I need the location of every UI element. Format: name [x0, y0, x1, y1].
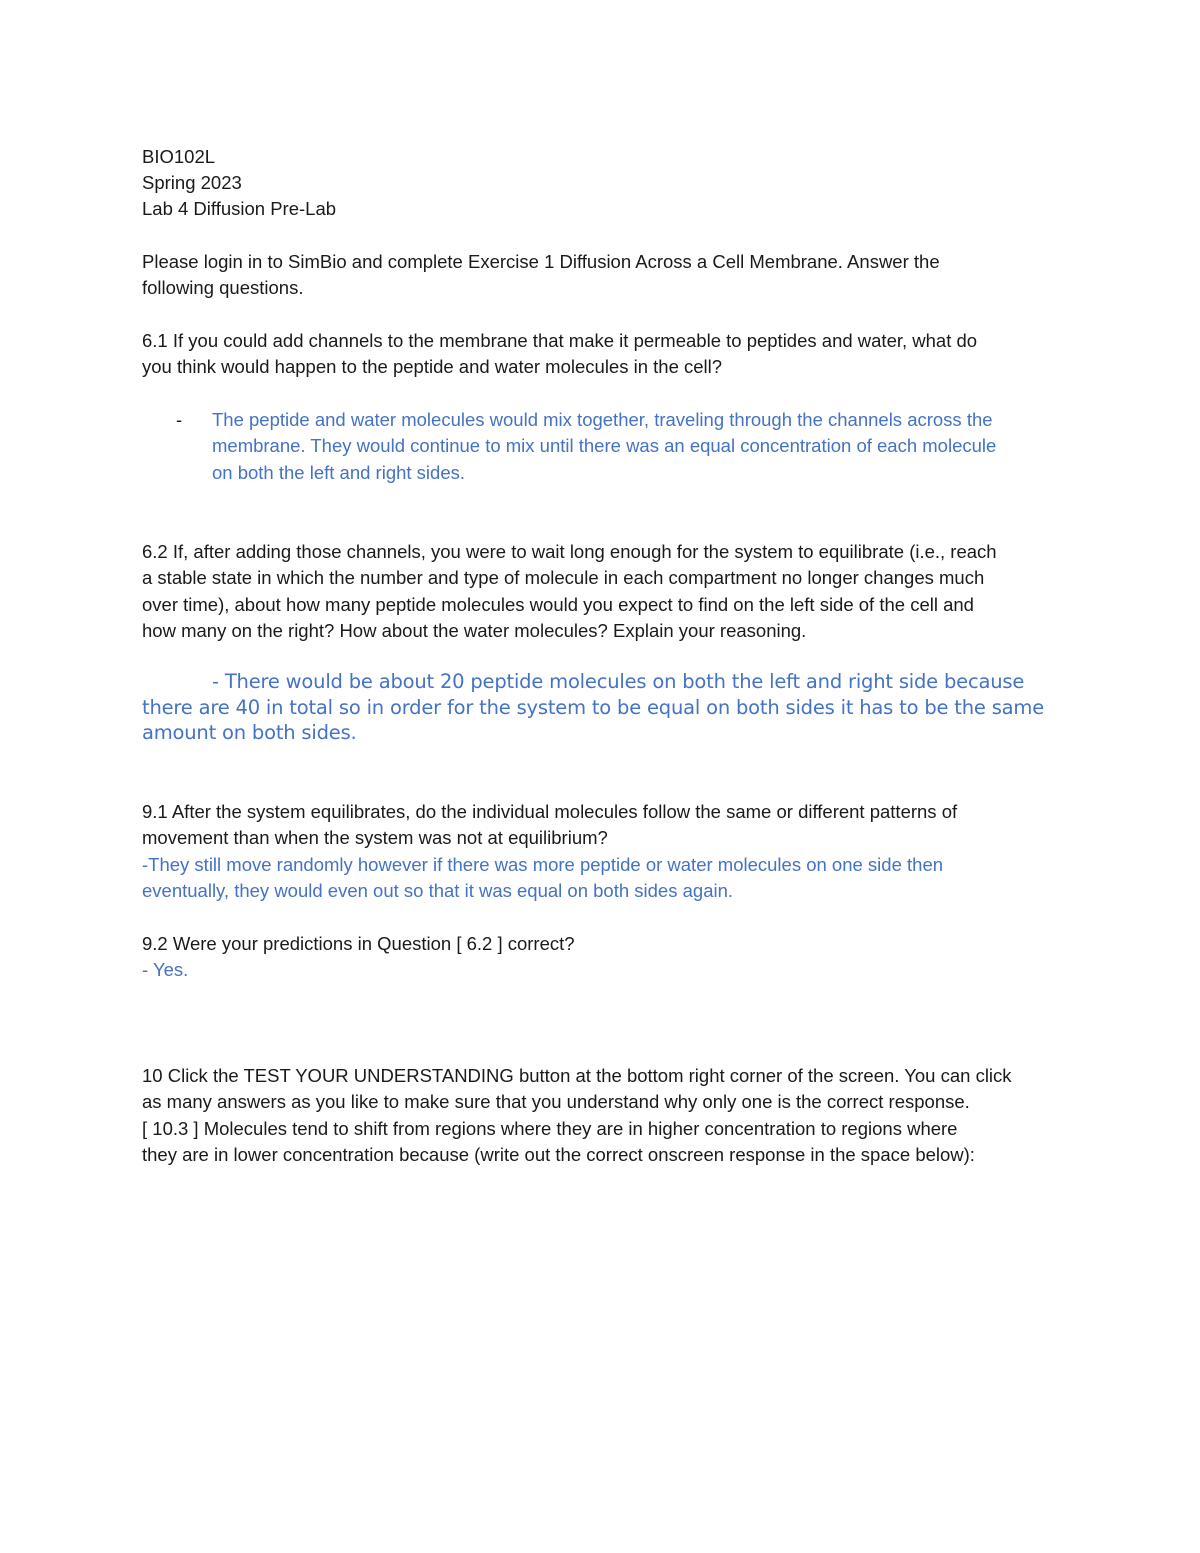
answer-6-2-line-1: - There would be about 20 peptide molecules on both the left and right side because	[212, 670, 1025, 693]
document-title: Lab 4 Diffusion Pre-Lab	[142, 198, 337, 219]
answer-6-2-line-3: amount on both sides.	[142, 721, 357, 744]
question-10-line-1: 10 Click the TEST YOUR UNDERSTANDING button at the bottom right corner of the screen. You can click	[142, 1065, 1012, 1086]
question-6-1-line-1: 6.1 If you could add channels to the membrane that make it permeable to peptides and water, what do	[142, 330, 978, 351]
question-6-2-line-2: a stable state in which the number and type of molecule in each compartment no longer changes much	[142, 567, 985, 588]
question-6-1-line-2: you think would happen to the peptide and water molecules in the cell?	[142, 356, 723, 377]
question-9-1-line-1: 9.1 After the system equilibrates, do the individual molecules follow the same or different patterns of	[142, 801, 958, 822]
question-6-2-line-4: how many on the right? How about the water molecules? Explain your reasoning.	[142, 620, 807, 641]
answer-6-1-bullet: -	[176, 409, 183, 430]
question-6-2-line-3: over time), about how many peptide molecules would you expect to find on the left side of the cell and	[142, 594, 974, 615]
answer-6-2-line-2: there are 40 in total so in order for the system to be equal on both sides it has to be the same	[142, 696, 1044, 719]
answer-9-2: - Yes.	[142, 959, 189, 980]
term: Spring 2023	[142, 172, 242, 193]
intro-line-2: following questions.	[142, 277, 304, 298]
intro-line-1: Please login in to SimBio and complete Exercise 1 Diffusion Across a Cell Membrane. Answer the	[142, 251, 940, 272]
answer-6-1-line-2: membrane. They would continue to mix until there was an equal concentration of each molecule	[212, 435, 997, 456]
answer-6-1-line-1: The peptide and water molecules would mix together, traveling through the channels across the	[212, 409, 993, 430]
question-6-2-line-1: 6.2 If, after adding those channels, you were to wait long enough for the system to equilibrate (i.e., reach	[142, 541, 997, 562]
answer-6-1-line-3: on both the left and right sides.	[212, 462, 466, 483]
question-10-line-4: they are in lower concentration because (write out the correct onscreen response in the space below):	[142, 1144, 975, 1165]
question-9-2: 9.2 Were your predictions in Question [ 6.2 ] correct?	[142, 933, 575, 954]
course-code: BIO102L	[142, 146, 216, 167]
question-9-1-line-2: movement than when the system was not at equilibrium?	[142, 827, 608, 848]
answer-9-1-line-1: -They still move randomly however if there was more peptide or water molecules on one side then	[142, 854, 944, 875]
question-10-line-2: as many answers as you like to make sure that you understand why only one is the correct response.	[142, 1091, 970, 1112]
answer-9-1-line-2: eventually, they would even out so that it was equal on both sides again.	[142, 880, 734, 901]
question-10-line-3: [ 10.3 ] Molecules tend to shift from regions where they are in higher concentration to regions where	[142, 1118, 958, 1139]
